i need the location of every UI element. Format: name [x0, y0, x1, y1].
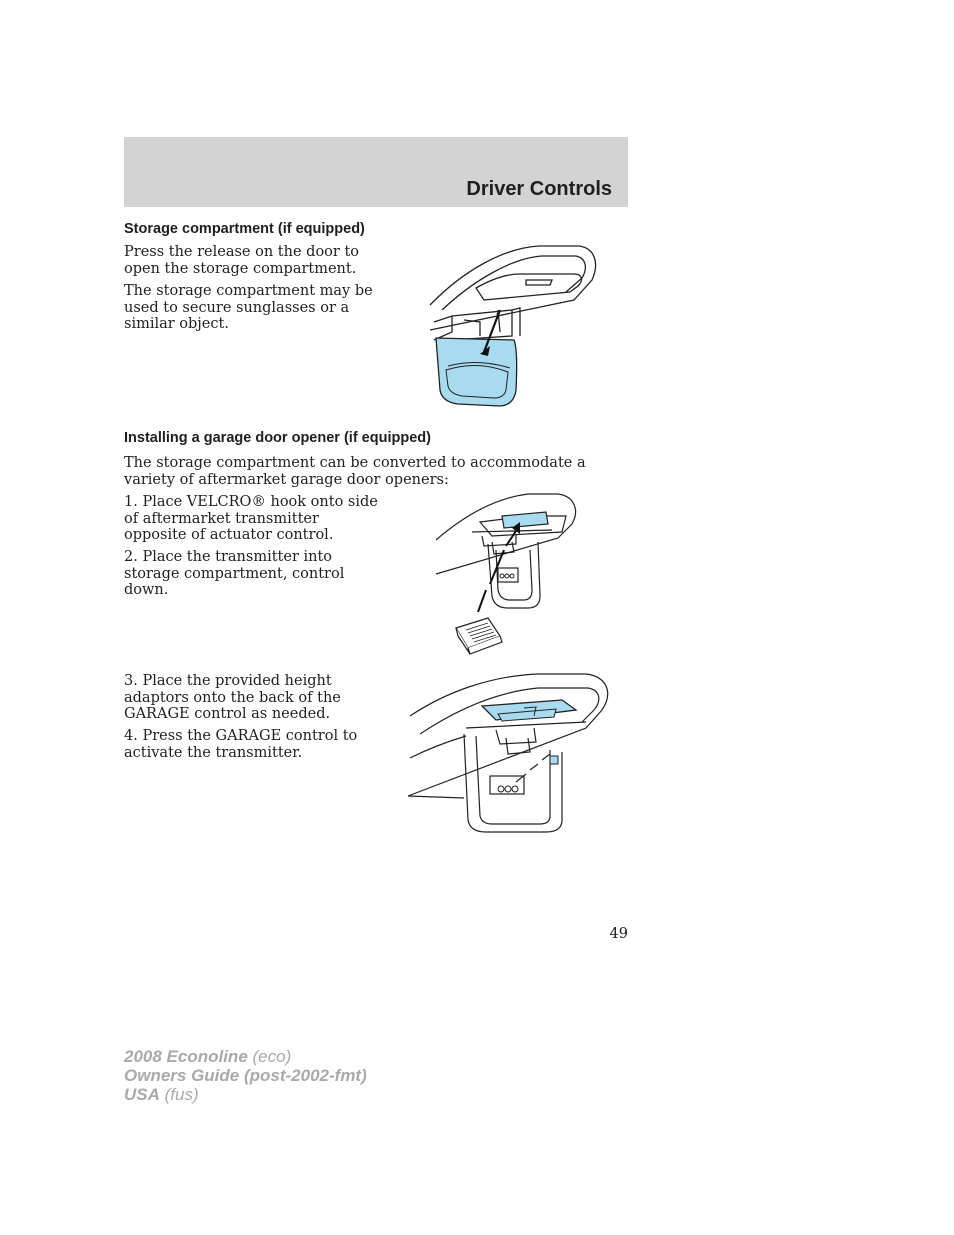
storage-paragraph-2: The storage compartment may be used to secure sunglasses or a similar object. [124, 283, 373, 332]
garage-step-2: 2. Place the transmitter into storage compartment, control down. [124, 549, 345, 598]
footer-line-2: Owners Guide (post-2002-fmt) [124, 1066, 367, 1085]
garage-heading: Installing a garage door opener (if equipped) [124, 430, 431, 446]
garage-step-4: 4. Press the GARAGE control to activate the transmitter. [124, 728, 358, 761]
footer-line-1: 2008 Econoline (eco) [124, 1047, 292, 1066]
section-title: Driver Controls [466, 178, 612, 200]
document-footer [124, 1047, 367, 1104]
page-number: 49 [609, 926, 628, 942]
garage-intro: The storage compartment can be converted to accommodate a variety of aftermarket garage door openers: [124, 455, 586, 488]
section-header-band [124, 137, 628, 207]
storage-paragraph-1: Press the release on the door to open the storage compartment. [124, 244, 359, 277]
storage-compartment-illustration [424, 240, 604, 410]
transmitter-placement-illustration [432, 490, 582, 660]
garage-step-3: 3. Place the provided height adaptors onto the back of the GARAGE control as needed. [124, 673, 341, 722]
garage-control-illustration [406, 670, 614, 840]
footer-line-3: USA (fus) [124, 1085, 199, 1104]
garage-step-1: 1. Place VELCRO® hook onto side of aftermarket transmitter opposite of actuator control. [124, 494, 378, 543]
storage-heading: Storage compartment (if equipped) [124, 221, 365, 237]
